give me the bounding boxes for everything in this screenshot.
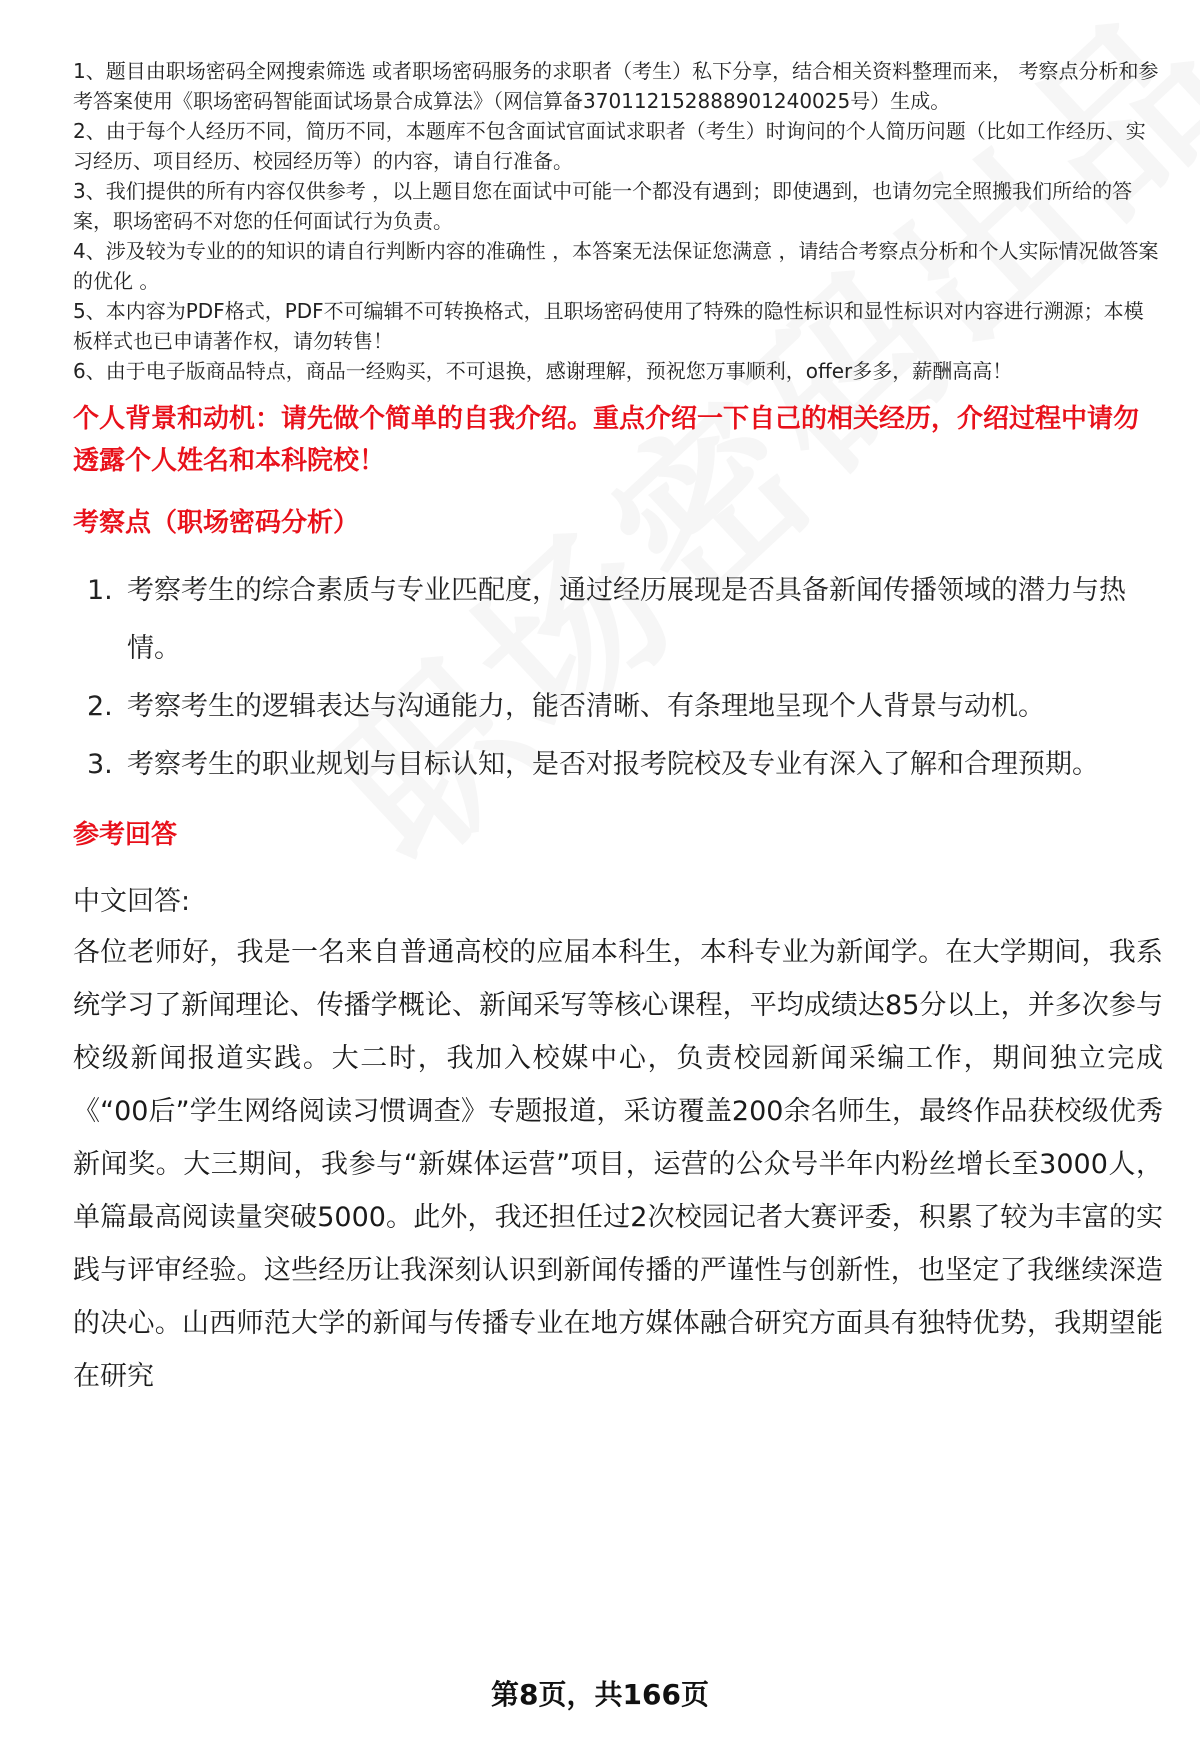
list-item [73,736,1163,794]
disclaimer-item: 1、题目由职场密码全网搜索筛选 或者职场密码服务的求职者（考生）私下分享，结合相关资料整理而来， 考察点分析和参考答案使用《职场密码智能面试场景合成算法》（网信算备370112152888901240025号）生成。 [73,59,1159,113]
answer-heading: 参考回答 [73,820,178,850]
answer-body: 各位老师好，我是一名来自普通高校的应届本科生，本科专业为新闻学。在大学期间，我系统学习了新闻理论、传播学概论、新闻采写等核心课程，平均成绩达85分以上，并多次参与校级新闻报道实践。大二时，我加入校媒中心，负责校园新闻采编工作，期间独立完成《“00后”学生网络阅读习惯调查》专题报道，采访覆盖200余名师生，最终作品获校级优秀新闻奖。大三期间，我参与“新媒体运营”项目，运营的公众号半年内粉丝增长至3000人，单篇最高阅读量突破5000。此外，我还担任过2次校园记者大赛评委，积累了较为丰富的实践与评审经验。这些经历让我深刻认识到新闻传播的严谨性与创新性，也坚定了我继续深造的决心。山西师范大学的新闻与传播专业在地方媒体融合研究方面具有独特优势，我期望能在研究 [73,937,1163,1392]
list-item-number: 2. [87,691,113,722]
question-title: 个人背景和动机：请先做个简单的自我介绍。重点介绍一下自己的相关经历，介绍过程中请勿透露个人姓名和本科院校！ [73,404,1140,476]
disclaimer-item: 4、涉及较为专业的的知识的请自行判断内容的准确性 ，本答案无法保证您满意 ，请结合考察点分析和个人实际情况做答案的优化 。 [73,239,1159,293]
page-number: 第8页，共166页 [491,1678,709,1711]
analysis-list [73,562,1163,794]
list-item-number: 3. [87,749,113,780]
list-item-text: 考察考生的职业规划与目标认知，是否对报考院校及专业有深入了解和合理预期。 [127,749,1099,780]
list-item-text: 考察考生的综合素质与专业匹配度，通过经历展现是否具备新闻传播领域的潜力与热情。 [127,575,1126,664]
answer-language-label: 中文回答: [73,886,191,917]
document-page [73,56,1163,1403]
list-item-text: 考察考生的逻辑表达与沟通能力，能否清晰、有条理地呈现个人背景与动机。 [127,691,1045,722]
disclaimer-item: 6、由于电子版商品特点，商品一经购买，不可退换，感谢理解，预祝您万事顺利，offer多多，薪酬高高！ [73,359,1013,383]
list-item [73,562,1163,678]
list-item-number: 1. [87,575,113,606]
disclaimer-item: 5、本内容为PDF格式，PDF不可编辑不可转换格式，且职场密码使用了特殊的隐性标识和显性标识对内容进行溯源；本模板样式也已申请著作权，请勿转售！ [73,299,1144,353]
disclaimer-item: 2、由于每个人经历不同，简历不同，本题库不包含面试官面试求职者（考生）时询问的个人简历问题（比如工作经历、实习经历、项目经历、校园经历等）的内容，请自行准备。 [73,119,1146,173]
list-item [73,678,1163,736]
disclaimer-item: 3、我们提供的所有内容仅供参考 ，以上题目您在面试中可能一个都没有遇到；即使遇到，也请勿完全照搬我们所给的答案，职场密码不对您的任何面试行为负责。 [73,179,1133,233]
analysis-heading: 考察点（职场密码分析） [73,508,360,538]
disclaimer [73,56,1163,386]
